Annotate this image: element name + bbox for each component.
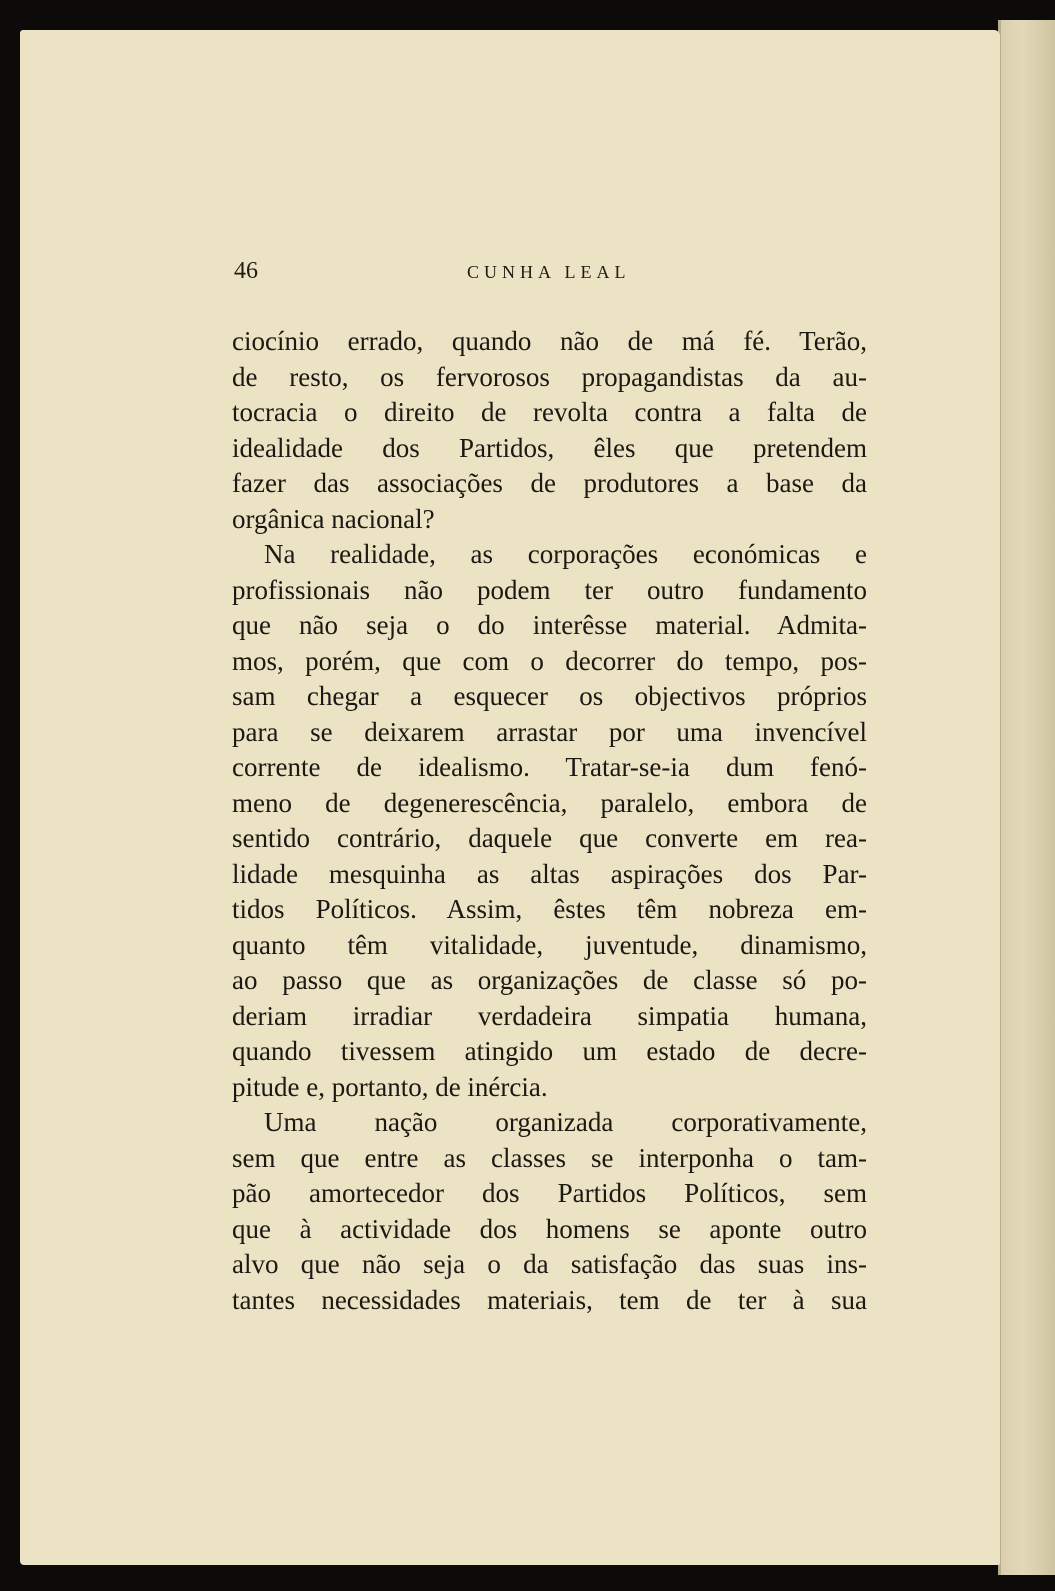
text-line: deriam irradiar verdadeira simpatia humana,: [232, 1000, 867, 1031]
page-number: 46: [234, 258, 258, 284]
running-head: [232, 258, 872, 288]
text-line: que à actividade dos homens se aponte outro: [232, 1213, 867, 1244]
text-line: alvo que não seja o da satisfação das suas ins-: [232, 1249, 867, 1279]
paragraph-start-line: Uma nação organizada corporativamente,: [264, 1107, 867, 1137]
next-page-edge: [1000, 20, 1055, 1575]
text-line: tidos Políticos. Assim, êstes têm nobreza em-: [232, 894, 867, 924]
text-line: ciocínio errado, quando não de má fé. Terão,: [232, 326, 867, 356]
text-line: ao passo que as organizações de classe só po-: [232, 965, 867, 995]
body-text: [232, 324, 867, 1318]
text-line: tocracia o direito de revolta contra a falta de: [232, 397, 867, 427]
text-line: meno de degenerescência, paralelo, embora de: [232, 787, 867, 818]
text-line: idealidade dos Partidos, êles que pretendem: [232, 432, 867, 463]
text-line: fazer das associações de produtores a base da: [232, 468, 867, 498]
paragraph-start-line: Na realidade, as corporações económicas e: [264, 539, 867, 569]
text-line: pitude e, portanto, de inércia.: [232, 1071, 548, 1102]
text-line: sam chegar a esquecer os objectivos próprios: [232, 681, 867, 711]
text-line: que não seja o do interêsse material. Admita-: [232, 610, 867, 640]
text-line: lidade mesquinha as altas aspirações dos Par-: [232, 858, 867, 889]
text-line: de resto, os fervorosos propagandistas da au-: [232, 361, 867, 392]
text-line: para se deixarem arrastar por uma invencível: [232, 716, 867, 747]
text-line: orgânica nacional?: [232, 503, 435, 534]
text-line: mos, porém, que com o decorrer do tempo, pos-: [232, 645, 867, 676]
running-head-author: CUNHA LEAL: [467, 262, 631, 282]
text-line: sem que entre as classes se interponha o tam-: [232, 1142, 867, 1173]
text-line: corrente de idealismo. Tratar-se-ia dum fenó-: [232, 752, 867, 782]
text-line: quanto têm vitalidade, juventude, dinamismo,: [232, 929, 867, 960]
text-line: sentido contrário, daquele que converte em rea-: [232, 823, 867, 853]
text-line: quando tivessem atingido um estado de decre-: [232, 1036, 867, 1066]
text-line: tantes necessidades materiais, tem de ter à sua: [232, 1284, 867, 1315]
text-line: pão amortecedor dos Partidos Políticos, sem: [232, 1178, 867, 1208]
text-line: profissionais não podem ter outro fundamento: [232, 574, 867, 605]
